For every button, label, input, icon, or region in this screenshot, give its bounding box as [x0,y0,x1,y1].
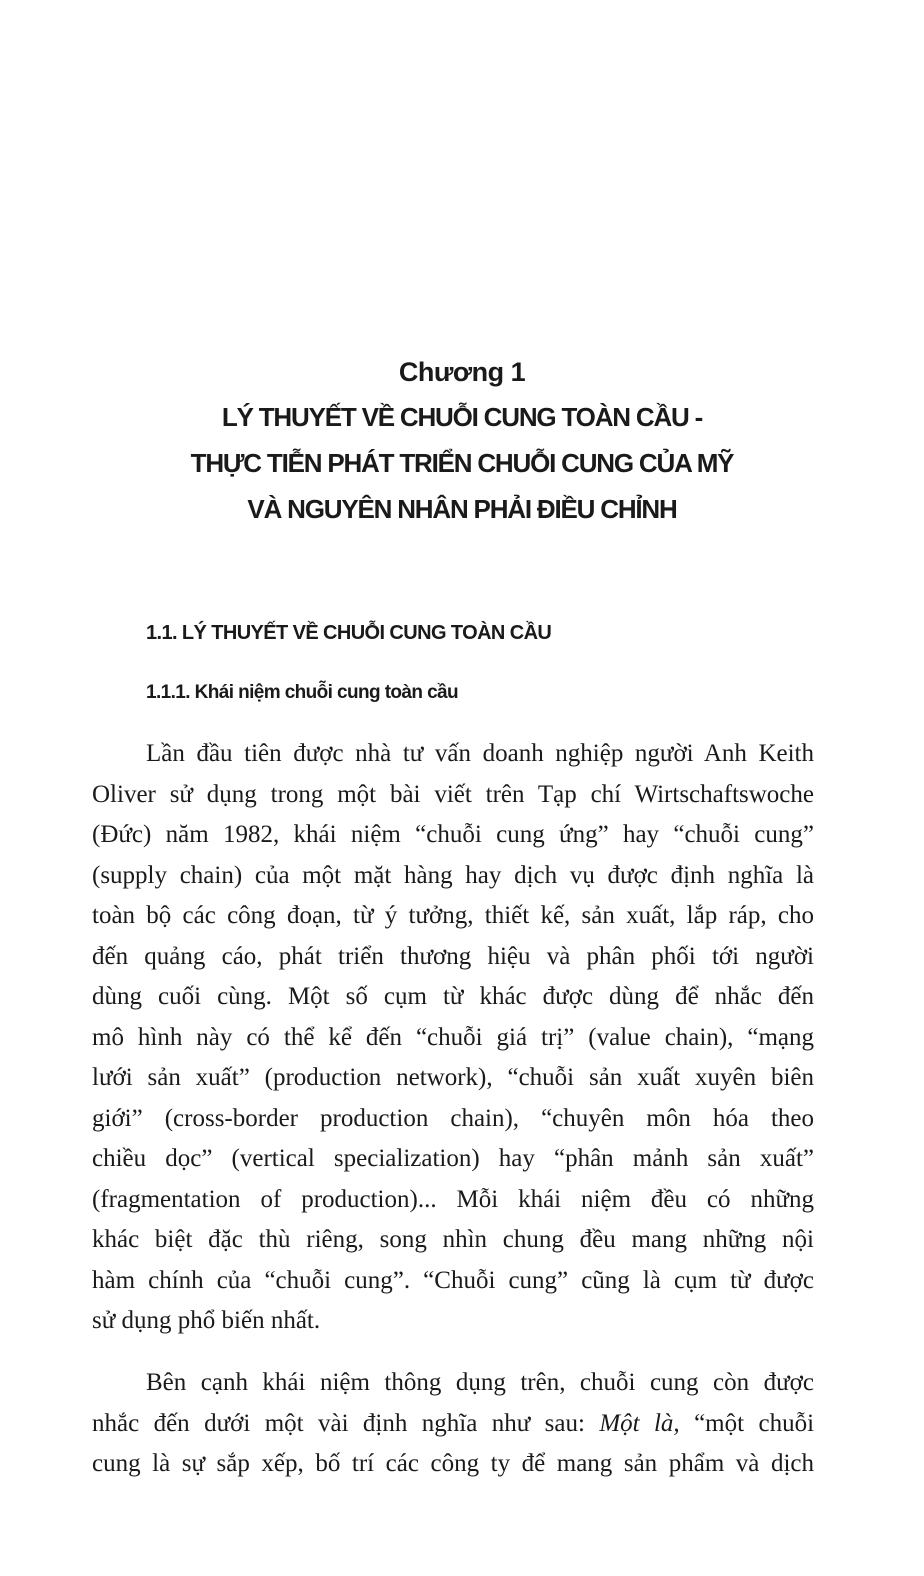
paragraph-line: cung là sự sắp xếp, bố trí các công ty để mang sản phẩm và dịch [92,1450,814,1477]
chapter-title-line-3: VÀ NGUYÊN NHÂN PHẢI ĐIỀU CHỈNH [247,494,677,524]
subsection-heading: 1.1.1. Khái niệm chuỗi cung toàn cầu [146,682,459,703]
text-run: nhắc đến dưới một vài định nghĩa như sau: [92,1409,600,1437]
paragraph-line: (fragmentation of production)... Mỗi khái niệm đều có những [92,1185,814,1213]
paragraph-line: khác biệt đặc thù riêng, song nhìn chung đều mang những nội [92,1226,814,1253]
chapter-title-line-1: LÝ THUYẾT VỀ CHUỖI CUNG TOÀN CẦU - [221,402,703,432]
paragraph-line: lưới sản xuất” (production network), “chuỗi sản xuất xuyên biên [92,1064,814,1091]
paragraph-2 [92,1363,814,1485]
paragraph-line [92,1404,814,1445]
section-heading: 1.1. LÝ THUYẾT VỀ CHUỖI CUNG TOÀN CẦU [146,622,552,644]
chapter-label: Chương 1 [398,357,526,387]
paragraph-1 [92,734,814,1342]
text-run: “một chuỗi [679,1409,815,1437]
paragraph-line: giới” (cross-border production chain), “chuyên môn hóa theo [92,1104,814,1132]
paragraph-line: (supply chain) của một mặt hàng hay dịch vụ được định nghĩa là [92,861,814,889]
paragraph-line: hàm chính của “chuỗi cung”. “Chuỗi cung” cũng là cụm từ được [92,1266,814,1294]
paragraph-line: chiều dọc” (vertical specialization) hay “phân mảnh sản xuất” [92,1145,814,1172]
paragraph-line: (Đức) năm 1982, khái niệm “chuỗi cung ứng” hay “chuỗi cung” [92,821,814,848]
paragraph-line: dùng cuối cùng. Một số cụm từ khác được dùng để nhắc đến [92,983,814,1010]
paragraph-line: sử dụng phổ biến nhất. [92,1307,321,1334]
paragraph-line: Bên cạnh khái niệm thông dụng trên, chuỗi cung còn được [146,1369,814,1396]
paragraph-line: Lần đầu tiên được nhà tư vấn doanh nghiệp người Anh Keith [146,740,814,767]
chapter-header [0,350,924,532]
chapter-title-line-2: THỰC TIỄN PHÁT TRIỂN CHUỖI CUNG CỦA MỸ [190,448,734,478]
paragraph-line: đến quảng cáo, phát triển thương hiệu và phân phối tới người [92,942,814,970]
paragraph-line: toàn bộ các công đoạn, từ ý tưởng, thiết kế, sản xuất, lắp ráp, cho [92,902,814,929]
italic-text-run: Một là, [599,1409,680,1437]
paragraph-line: mô hình này có thể kể đến “chuỗi giá trị” (value chain), “mạng [92,1023,814,1051]
paragraph-line: Oliver sử dụng trong một bài viết trên Tạp chí Wirtschaftswoche [92,780,814,808]
